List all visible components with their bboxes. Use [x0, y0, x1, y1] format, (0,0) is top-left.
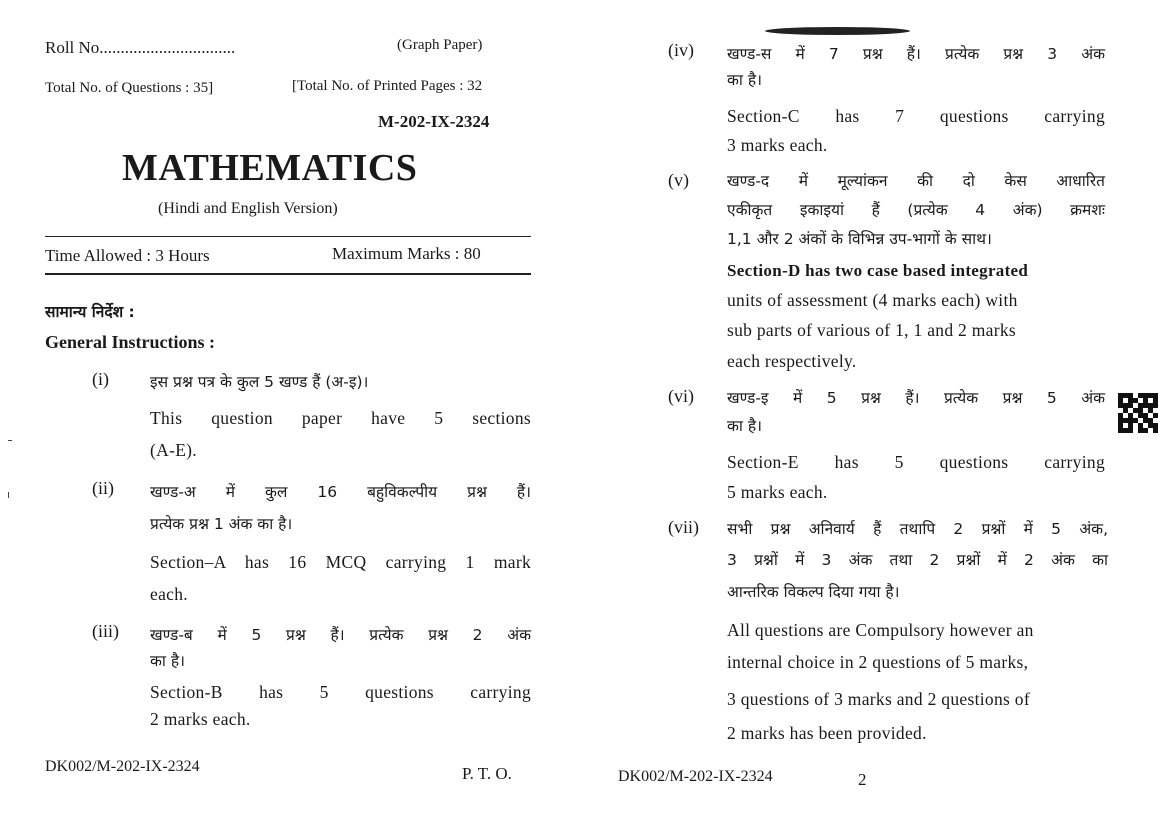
item-hindi-line: प्रत्येक प्रश्न 1 अंक का है। [150, 515, 293, 533]
item-english-line: All questions are Compulsory however an [727, 620, 1034, 640]
item-hindi-line: का है। [727, 417, 762, 435]
item-english-line: 5 marks each. [727, 482, 828, 502]
paper-code: M-202-IX-2324 [378, 112, 490, 131]
total-questions: Total No. of Questions : 35] [45, 80, 214, 96]
subject-title: MATHEMATICS [122, 147, 418, 189]
item-number: (iv) [668, 40, 694, 60]
item-number: (vii) [668, 517, 699, 537]
item-english-line: sub parts of various of 1, 1 and 2 marks [727, 320, 1017, 340]
item-english-line: 3 marks each. [727, 135, 828, 155]
item-english-line: Section-D has two case based integrated [727, 261, 1029, 280]
samanya-nirdesh: सामान्य निर्देश : [45, 303, 135, 321]
time-allowed: Time Allowed : 3 Hours [45, 246, 210, 265]
margin-speck [8, 440, 12, 441]
top-divider [45, 236, 531, 237]
item-number: (vi) [668, 386, 694, 406]
item-english-line: units of assessment (4 marks each) with [727, 290, 1018, 310]
item-number: (i) [92, 369, 109, 389]
item-english-line: 2 marks has been provided. [727, 723, 927, 743]
item-hindi-line: 1,1 और 2 अंकों के विभिन्न उप-भागों के साथ। [727, 230, 992, 248]
item-english-line: Section-C has 7 questions carrying [727, 106, 1105, 126]
item-hindi-line: सभी प्रश्न अनिवार्य हैं तथापि 2 प्रश्नों में 5 अंक, [727, 520, 1108, 538]
pto-note: P. T. O. [462, 764, 512, 783]
page-number: 2 [858, 770, 867, 789]
margin-speck [8, 492, 9, 498]
page-curl-shadow [765, 27, 910, 35]
version-note: (Hindi and English Version) [158, 200, 338, 217]
footer-code: DK002/M-202-IX-2324 [45, 758, 200, 775]
graph-paper-note: (Graph Paper) [397, 37, 483, 53]
item-hindi-line: इस प्रश्न पत्र के कुल 5 खण्ड हैं (अ-इ)। [150, 373, 369, 391]
item-english-line: (A-E). [150, 440, 197, 460]
item-hindi-line: एकीकृत इकाइयां हैं (प्रत्येक 4 अंक) क्रमशः [727, 201, 1105, 219]
item-hindi-line: खण्ड-द में मूल्यांकन की दो केस आधारित [727, 172, 1105, 190]
item-english-line: This question paper have 5 sections [150, 408, 531, 428]
item-hindi-line: खण्ड-इ में 5 प्रश्न हैं। प्रत्येक प्रश्न 5 अंक [727, 389, 1105, 407]
maximum-marks: Maximum Marks : 80 [332, 244, 481, 263]
header-divider [45, 273, 531, 275]
roll-no: Roll No................................ [45, 38, 236, 57]
item-english-line: Section–A has 16 MCQ carrying 1 mark [150, 552, 531, 572]
item-hindi-line: 3 प्रश्नों में 3 अंक तथा 2 प्रश्नों में 2 अंक का [727, 551, 1108, 569]
item-english-line: Section-B has 5 questions carrying [150, 682, 531, 702]
item-hindi-line: आन्तरिक विकल्प दिया गया है। [727, 583, 900, 601]
item-hindi-line: का है। [150, 652, 185, 670]
item-number: (ii) [92, 478, 114, 498]
item-english-line: 3 questions of 3 marks and 2 questions of [727, 689, 1030, 709]
item-hindi-line: खण्ड-स में 7 प्रश्न हैं। प्रत्येक प्रश्न 3 अंक [727, 45, 1105, 63]
printed-pages: [Total No. of Printed Pages : 32 [292, 78, 483, 94]
footer-code: DK002/M-202-IX-2324 [618, 768, 773, 785]
item-english-line: 2 marks each. [150, 709, 251, 729]
item-hindi-line: खण्ड-अ में कुल 16 बहुविकल्पीय प्रश्न हैं। [150, 483, 531, 501]
qr-code-icon [1118, 393, 1158, 433]
item-english-line: Section-E has 5 questions carrying [727, 452, 1105, 472]
item-number: (v) [668, 170, 689, 190]
item-hindi-line: खण्ड-ब में 5 प्रश्न हैं। प्रत्येक प्रश्न 2 अंक [150, 626, 531, 644]
item-english-line: each respectively. [727, 351, 857, 371]
item-english-line: each. [150, 584, 188, 604]
item-hindi-line: का है। [727, 71, 762, 89]
item-english-line: internal choice in 2 questions of 5 marks, [727, 652, 1029, 672]
item-number: (iii) [92, 621, 119, 641]
general-instructions-heading: General Instructions : [45, 332, 215, 352]
